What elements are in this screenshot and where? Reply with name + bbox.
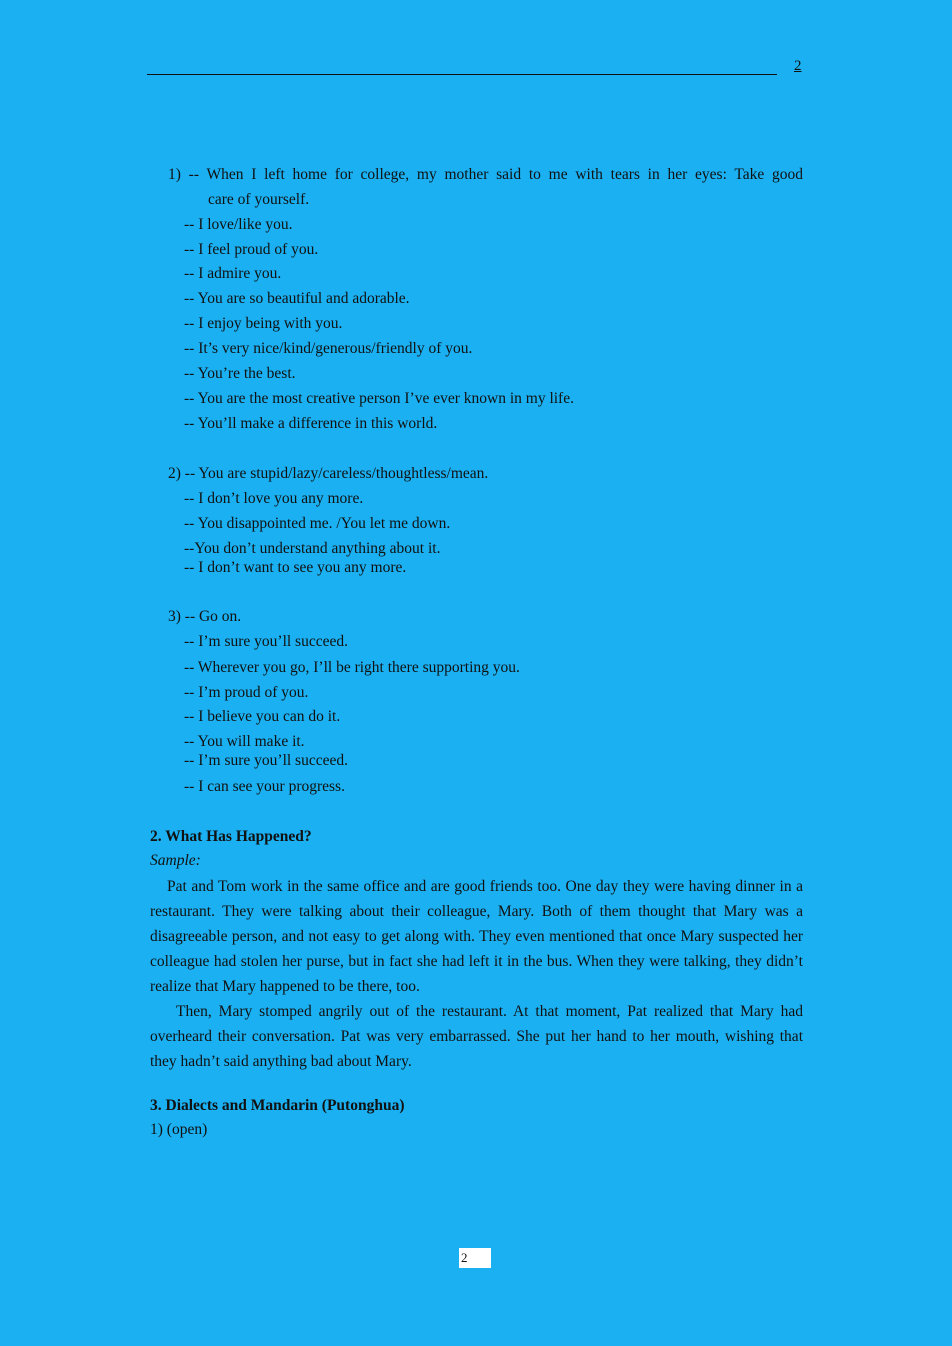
- list-item: 1) -- When I left home for college, my mother said to me with tears in her eyes: Take good: [168, 166, 803, 183]
- list-item: -- I’m proud of you.: [184, 684, 309, 701]
- list-item: -- I’m sure you’ll succeed.: [184, 633, 348, 650]
- list-item: -- It’s very nice/kind/generous/friendly of you.: [184, 340, 473, 357]
- list-item: -- Wherever you go, I’ll be right there supporting you.: [184, 659, 520, 676]
- list-item: -- I feel proud of you.: [184, 241, 319, 258]
- sample-label: Sample:: [150, 852, 201, 869]
- paragraph: Then, Mary stomped angrily out of the restaurant. At that moment, Pat realized that Mary had overheard their conversation. Pat was very embarrassed. She put her hand to her mouth, wishing that they hadn’t said anything bad about Mary.: [150, 1003, 803, 1070]
- list-item: 2) -- You are stupid/lazy/careless/thoughtless/mean.: [168, 465, 489, 482]
- list-item: --You don’t understand anything about it.: [184, 540, 441, 557]
- section-heading: 2. What Has Happened?: [150, 828, 312, 845]
- list-item: -- I enjoy being with you.: [184, 315, 343, 332]
- list-item: -- I don’t love you any more.: [184, 490, 364, 507]
- list-item: -- You’re the best.: [184, 365, 296, 382]
- list-item-continuation: care of yourself.: [208, 191, 310, 208]
- list-item: -- You are the most creative person I’ve ever known in my life.: [184, 390, 574, 407]
- section-heading: 3. Dialects and Mandarin (Putonghua): [150, 1097, 405, 1114]
- footer-page-number: 2: [459, 1248, 491, 1268]
- paragraph: Pat and Tom work in the same office and are good friends too. One day they were having dinner in a restaurant. They were talking about their colleague, Mary. Both of them thought that Mary was a disagreeable person, and not easy to get along with. They even mentioned that once Mary suspected her colleague had stolen her purse, but in fact she had left it in the bus. When they were talking, they didn’t realize that Mary happened to be there, too.: [150, 878, 803, 995]
- list-item: -- I admire you.: [184, 265, 282, 282]
- list-item: -- I believe you can do it.: [184, 708, 341, 725]
- list-item: -- You will make it.: [184, 733, 305, 750]
- list-item: 1) (open): [150, 1121, 208, 1138]
- list-item: -- You are so beautiful and adorable.: [184, 290, 410, 307]
- list-item: -- I love/like you.: [184, 216, 293, 233]
- list-item: -- You disappointed me. /You let me down.: [184, 515, 451, 532]
- list-item: -- You’ll make a difference in this world.: [184, 415, 438, 432]
- list-item: -- I can see your progress.: [184, 778, 345, 795]
- list-item: -- I don’t want to see you any more.: [184, 559, 407, 576]
- list-item: 3) -- Go on.: [168, 608, 242, 625]
- list-item: -- I’m sure you’ll succeed.: [184, 752, 348, 769]
- header-page-number: 2: [794, 58, 802, 74]
